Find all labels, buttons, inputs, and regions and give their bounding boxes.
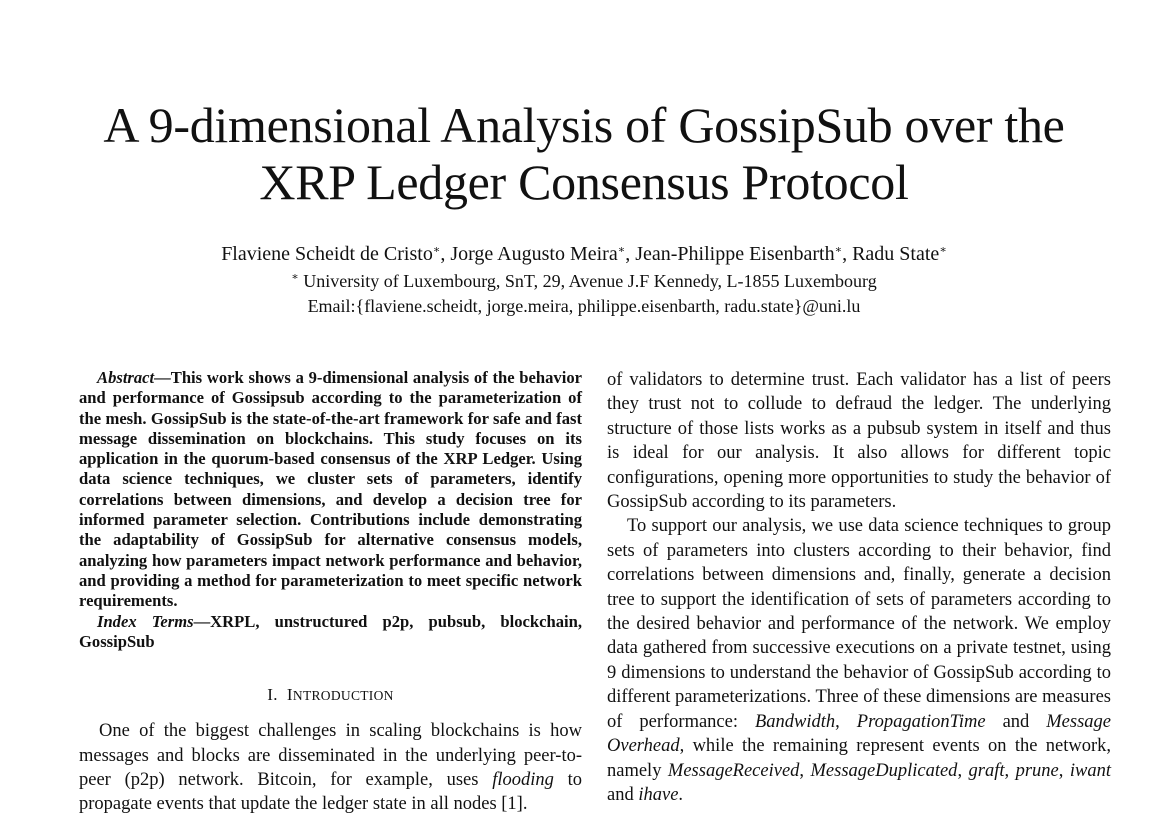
index-terms (79, 612, 582, 653)
paragraph-text: , (957, 760, 969, 781)
paragraph-text: and (607, 784, 639, 805)
intro-text: to propagate events that update the ledger state in all nodes [1]. (79, 769, 583, 815)
right-paragraph-2 (607, 514, 1111, 807)
author-separator: , (842, 243, 853, 265)
italic-term: Message Overhead (607, 711, 1111, 757)
affiliation-text: University of Luxembourg, SnT, 29, Avenue J.F Kennedy, L-1855 Luxembourg (298, 271, 877, 291)
paragraph-text: , (835, 711, 857, 732)
right-column (607, 368, 1111, 807)
paragraph-text: , (1004, 760, 1016, 781)
italic-term: ihave (638, 784, 679, 805)
paper-title-line-2: XRP Ledger Consensus Protocol (259, 154, 909, 210)
abstract-dash: — (154, 368, 171, 387)
abstract (79, 368, 582, 612)
section-number: I. (267, 685, 278, 705)
author-name: Jean-Philippe Eisenbarth (635, 243, 835, 265)
affiliation-mark: ∗ (834, 244, 843, 256)
author-separator: , (440, 243, 451, 265)
affiliation-mark: ∗ (291, 271, 299, 283)
author-name: Jorge Augusto Meira (450, 243, 618, 265)
paragraph-text: , (799, 760, 811, 781)
author-list (0, 242, 1168, 266)
intro-text: One of the biggest challenges in scaling blockchains is how messages and blocks are disseminated in the underlying peer-to-peer (p2p) network. Bitcoin, for example, uses (79, 721, 582, 790)
italic-term: prune (1015, 760, 1059, 781)
italic-term: PropagationTime (856, 711, 986, 732)
paragraph-text: To support our analysis, we use data science techniques to group sets of parameters into clusters according to their behavior, find correlations between dimensions and, finally, generate a decision tree to support the identification of sets of parameters according to the desired behavior and performance of the network. We employ data gathered from successive executions on a private testnet, using 9 dimensions to understand the behavior of GossipSub according to different parameterizations. Three of these dimensions are measures of performance: (607, 516, 1111, 732)
italic-term: MessageDuplicated (810, 760, 958, 781)
author-separator: , (625, 243, 636, 265)
section-heading-introduction (79, 684, 582, 707)
index-terms-dash: — (193, 611, 211, 631)
author-name: Flaviene Scheidt de Cristo (221, 243, 433, 265)
paragraph-text: , while the remaining represent events on the network, namely (607, 736, 1111, 781)
section-title-rest: NTRODUCTION (292, 688, 394, 704)
italic-term: MessageReceived (667, 760, 800, 781)
affiliation-mark: ∗ (939, 244, 947, 256)
italic-term: iwant (1069, 760, 1111, 781)
affiliation (0, 270, 1168, 292)
left-column (79, 368, 582, 817)
paragraph-text: and (985, 711, 1047, 732)
index-terms-text: XRPL, unstructured p2p, pubsub, blockchain, GossipSub (79, 611, 582, 651)
author-name: Radu State (852, 243, 940, 265)
intro-paragraph (79, 719, 582, 817)
affiliation-mark: ∗ (617, 244, 626, 256)
affiliation-mark: ∗ (432, 244, 441, 256)
italic-term: Bandwidth (754, 711, 836, 732)
right-paragraph-1: of validators to determine trust. Each validator has a list of peers they trust not to collude to defraud the ledger. The underlying structure of those lists works as a pubsub system in itself and thus is ideal for our analysis. It also allows for different topic configurations, opening more opportunities to study the behavior of GossipSub according to its parameters. (607, 370, 1111, 513)
intro-italic-term: flooding (492, 769, 554, 790)
paper-title-line-1: A 9-dimensional Analysis of GossipSub over the (103, 97, 1065, 153)
italic-term: graft (968, 760, 1005, 781)
paragraph-text: . (678, 784, 684, 805)
section-title-initial: I (286, 685, 293, 705)
index-terms-label: Index Terms (97, 611, 194, 631)
abstract-text: This work shows a 9-dimensional analysis of the behavior and performance of Gossipsub according to the parameterization of the mesh. GossipSub is the state-of-the-art framework for safe and fast message dissemination on blockchains. This study focuses on its application in the quorum-based consensus of the XRP Ledger. Using data science techniques, we cluster sets of parameters, identify correlations between dimensions, and develop a decision tree for informed parameter selection. Contributions include demonstrating the adaptability of GossipSub for alternative consensus models, analyzing how parameters impact network performance and behavior, and providing a method for parameterization to meet specific network requirements. (79, 368, 582, 611)
abstract-label: Abstract (97, 368, 155, 387)
paragraph-text: , (1058, 760, 1070, 781)
email-line: Email:{flaviene.scheidt, jorge.meira, philippe.eisenbarth, radu.state}@uni.lu (307, 296, 861, 316)
